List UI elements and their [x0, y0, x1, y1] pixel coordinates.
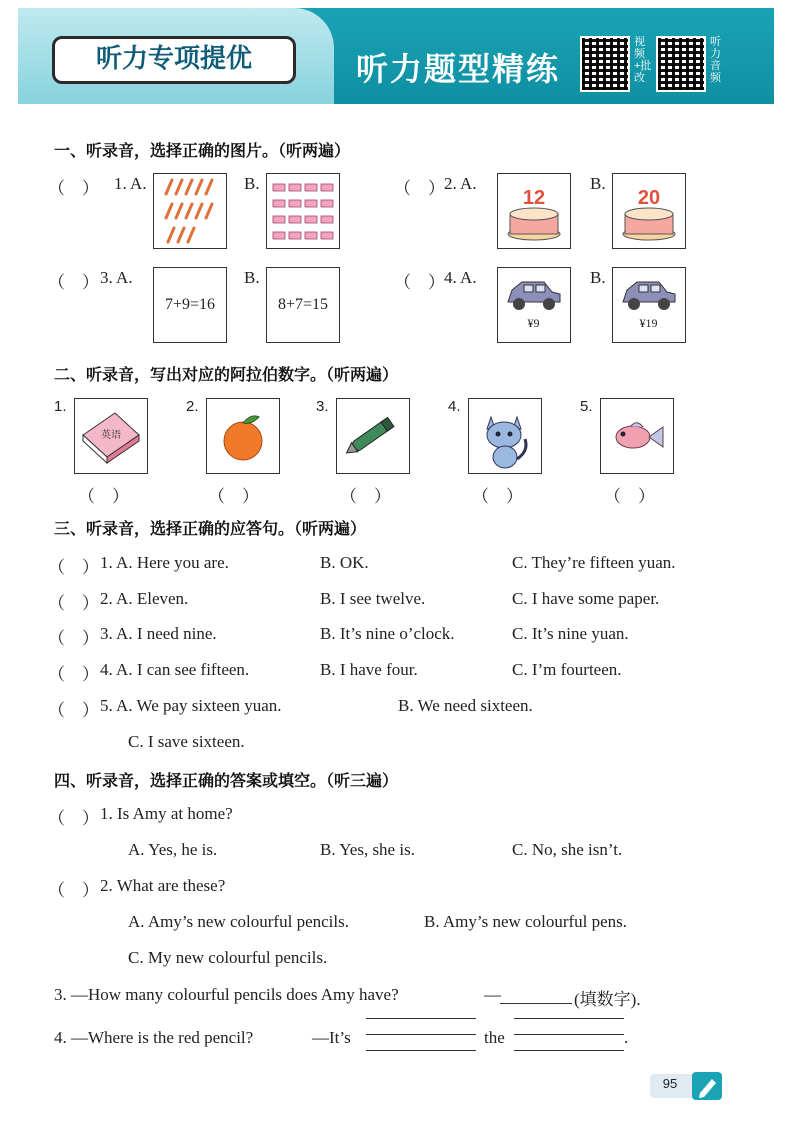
- header-title: 听力题型精练: [356, 51, 561, 87]
- option-b-label: B.: [244, 268, 260, 287]
- item-number: 3.: [316, 398, 329, 415]
- period: .: [624, 1028, 629, 1047]
- answer-paren[interactable]: （ ）: [48, 273, 99, 292]
- birthday-cake-icon: [613, 174, 684, 247]
- cake-20-picture: [612, 173, 686, 249]
- item-number: 4.: [448, 398, 461, 415]
- price-a: ¥9: [527, 316, 540, 330]
- option-c: C. I have some paper.: [512, 589, 660, 608]
- option-b: B. We need sixteen.: [398, 696, 533, 715]
- book-icon: [75, 399, 146, 472]
- birthday-cake-icon: [498, 174, 569, 247]
- option-a: 1. A. Here you are.: [100, 553, 229, 572]
- option-c: C. I save sixteen.: [128, 732, 245, 751]
- option-c: C. It’s nine yuan.: [512, 624, 629, 643]
- answer-paren[interactable]: （ ）: [208, 487, 259, 506]
- cat-picture: [468, 398, 542, 474]
- qr-code-icon[interactable]: [656, 36, 706, 92]
- toy-car-b-picture: [612, 267, 686, 343]
- pencils-picture: [153, 173, 227, 249]
- toy-car-a-picture: [497, 267, 571, 343]
- answer-paren[interactable]: （ ）: [48, 558, 99, 577]
- section-4-heading: 四、听录音，选择正确的答案或填空。（听三遍）: [54, 773, 399, 790]
- answer-paren[interactable]: （ ）: [48, 179, 99, 198]
- toy-car-icon: [498, 268, 569, 318]
- equation-a-box: [153, 267, 227, 343]
- answer-paren[interactable]: （ ）: [48, 701, 99, 720]
- option-b-label: B.: [590, 174, 606, 193]
- orange-picture: [206, 398, 280, 474]
- option-a: 3. A. I need nine.: [100, 624, 217, 643]
- dash: —: [484, 985, 501, 1004]
- answer-blank[interactable]: [366, 1034, 476, 1035]
- option-a: 5. A. We pay sixteen yuan.: [100, 696, 282, 715]
- the-label: the: [484, 1028, 505, 1047]
- option-c: C. They’re fifteen yuan.: [512, 553, 676, 572]
- answer-blank[interactable]: [514, 1050, 624, 1051]
- option-a: 4. A. I can see fifteen.: [100, 660, 250, 679]
- option-b: B. Yes, she is.: [320, 840, 415, 859]
- header-badge-text: 听力专项提优: [95, 43, 252, 73]
- answer-blank[interactable]: [514, 1034, 624, 1035]
- equation-b: 8+7=15: [277, 296, 329, 313]
- qr2-label: 听力音频: [710, 36, 721, 84]
- option-b: B. Amy’s new colourful pens.: [424, 912, 628, 931]
- answer-paren[interactable]: （ ）: [78, 487, 129, 506]
- orange-icon: [207, 399, 278, 472]
- cake-number: 12: [522, 187, 546, 209]
- cake-number: 20: [637, 187, 661, 209]
- option-a: A. Amy’s new colourful pencils.: [128, 912, 349, 931]
- book-label: 英语: [101, 430, 121, 441]
- answer-paren[interactable]: （ ）: [472, 487, 523, 506]
- question-text: 1. Is Amy at home?: [100, 804, 233, 823]
- option-a: A. Yes, he is.: [128, 840, 218, 859]
- answer-paren[interactable]: （ ）: [394, 273, 445, 292]
- question-number: 2. A.: [444, 174, 477, 193]
- erasers-icon: [267, 174, 338, 247]
- item-number: 2.: [186, 398, 199, 415]
- answer-paren[interactable]: （ ）: [48, 594, 99, 613]
- answer-blank[interactable]: [500, 1003, 572, 1004]
- fish-icon: [601, 399, 672, 472]
- section-2-heading: 二、听录音，写出对应的阿拉伯数字。（听两遍）: [54, 367, 399, 384]
- option-a: 2. A. Eleven.: [100, 589, 189, 608]
- pencils-icon: [154, 174, 225, 247]
- option-c: C. My new colourful pencils.: [128, 948, 328, 967]
- answer-paren[interactable]: （ ）: [48, 665, 99, 684]
- option-b-label: B.: [590, 268, 606, 287]
- cake-12-picture: [497, 173, 571, 249]
- page-number: 95: [662, 1076, 678, 1091]
- question-text: 2. What are these?: [100, 876, 226, 895]
- option-c: C. I’m fourteen.: [512, 660, 622, 679]
- cat-icon: [469, 399, 540, 472]
- question-text: 3. —How many colourful pencils does Amy have?: [54, 985, 399, 1004]
- pen-picture: [336, 398, 410, 474]
- section-3-heading: 三、听录音，选择正确的应答句。（听两遍）: [54, 521, 367, 538]
- qr1-label: 视频+批改: [634, 36, 652, 84]
- pen-icon: [337, 399, 408, 472]
- answer-blank[interactable]: [514, 1018, 624, 1019]
- option-b-label: B.: [244, 174, 260, 193]
- equation-a: 7+9=16: [164, 296, 216, 313]
- question-number: 3. A.: [100, 268, 133, 287]
- erasers-picture: [266, 173, 340, 249]
- option-b: B. OK.: [320, 553, 369, 572]
- book-picture: [74, 398, 148, 474]
- qr-code-icon[interactable]: [580, 36, 630, 92]
- equation-b-box: [266, 267, 340, 343]
- answer-blank[interactable]: [366, 1018, 476, 1019]
- option-b: B. I have four.: [320, 660, 418, 679]
- question-number: 1. A.: [114, 174, 147, 193]
- answer-paren[interactable]: （ ）: [340, 487, 391, 506]
- its-label: —It’s: [312, 1028, 351, 1047]
- answer-paren[interactable]: （ ）: [394, 179, 445, 198]
- answer-paren[interactable]: （ ）: [48, 881, 99, 900]
- answer-blank[interactable]: [366, 1050, 476, 1051]
- option-c: C. No, she isn’t.: [512, 840, 623, 859]
- item-number: 1.: [54, 398, 67, 415]
- question-text: 4. —Where is the red pencil?: [54, 1028, 254, 1047]
- answer-paren[interactable]: （ ）: [48, 809, 99, 828]
- option-b: B. I see twelve.: [320, 589, 426, 608]
- answer-paren[interactable]: （ ）: [604, 487, 655, 506]
- item-number: 5.: [580, 398, 593, 415]
- price-b: ¥19: [639, 316, 658, 330]
- answer-paren[interactable]: （ ）: [48, 629, 99, 648]
- fill-hint: (填数字).: [574, 990, 641, 1009]
- fish-picture: [600, 398, 674, 474]
- option-b: B. It’s nine o’clock.: [320, 624, 455, 643]
- question-number: 4. A.: [444, 268, 477, 287]
- pencil-icon: [692, 1072, 722, 1100]
- toy-car-icon: [613, 268, 684, 318]
- section-1-heading: 一、听录音，选择正确的图片。（听两遍）: [54, 143, 351, 160]
